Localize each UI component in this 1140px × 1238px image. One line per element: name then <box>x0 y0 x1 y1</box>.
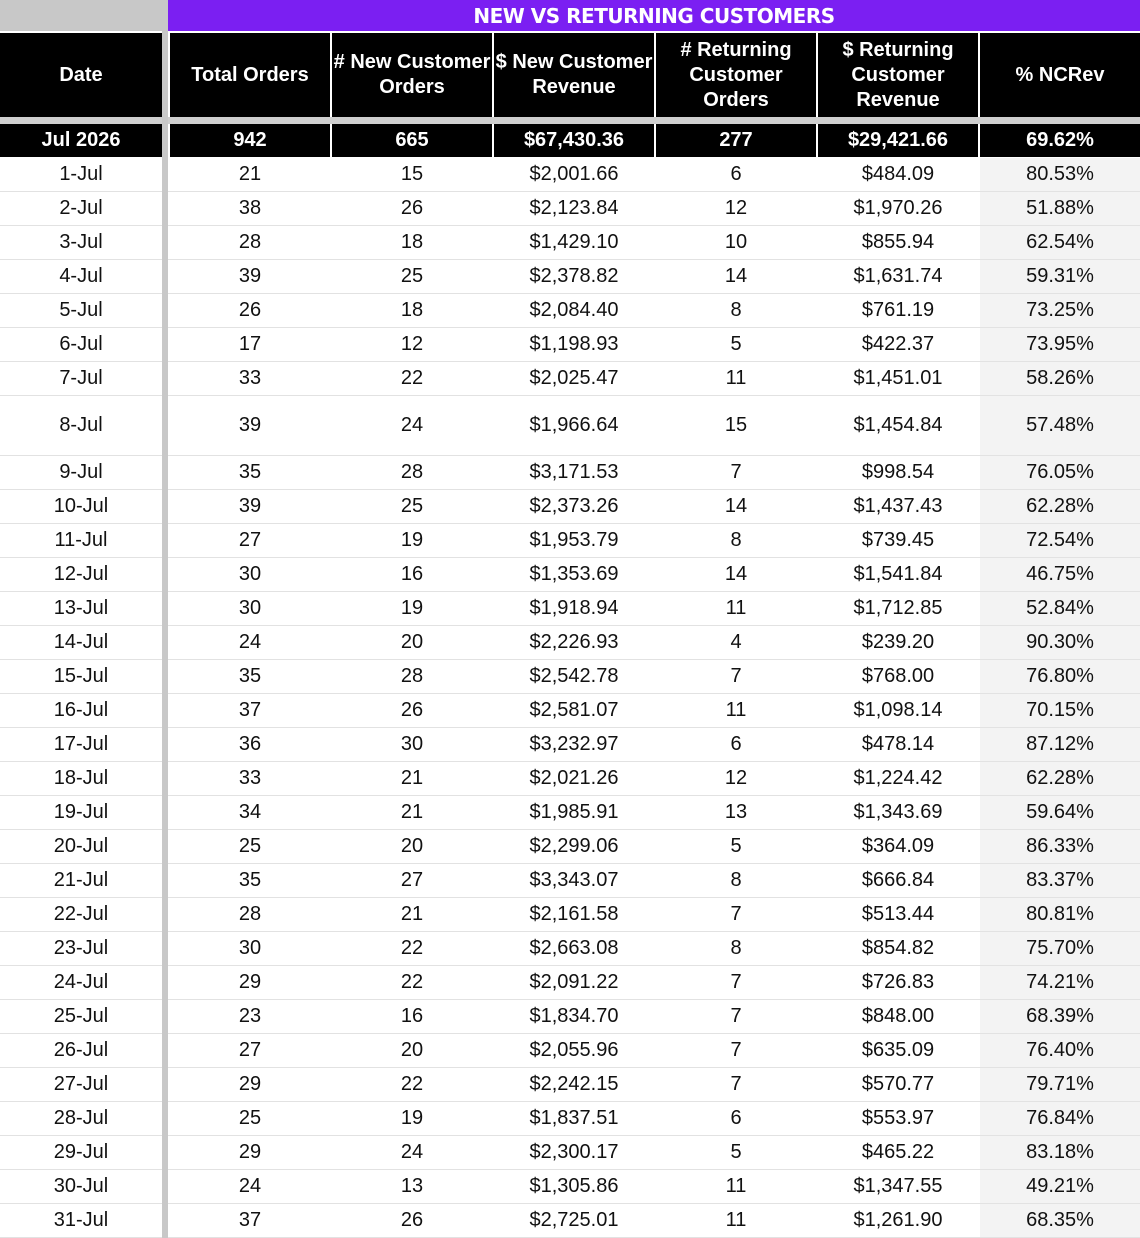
cell-new-orders: 24 <box>400 1141 424 1163</box>
cell-date: 17-Jul <box>53 733 109 755</box>
cell-date: 11-Jul <box>54 529 108 551</box>
cell-new-orders: 20 <box>400 631 424 653</box>
cell-total-orders: 28 <box>238 231 262 253</box>
column-header-date: Date <box>0 33 162 117</box>
cell-returning-orders: 5 <box>730 333 742 355</box>
cell-date: 14-Jul <box>53 631 109 653</box>
cell-new-revenue: $3,232.97 <box>529 733 619 755</box>
cell-returning-orders: 11 <box>725 699 747 721</box>
cell-ncrev-pct: 62.28% <box>980 490 1140 523</box>
cell-returning-revenue: $739.45 <box>861 529 935 551</box>
table-row <box>0 1034 1140 1068</box>
cell-date: 8-Jul <box>59 414 103 436</box>
cell-returning-revenue: $1,343.69 <box>853 801 943 823</box>
cell-new-revenue: $2,091.22 <box>529 971 619 993</box>
cell-ncrev-pct: 62.54% <box>980 226 1140 259</box>
cell-date: 25-Jul <box>53 1005 109 1027</box>
cell-date: 5-Jul <box>59 299 103 321</box>
cell-ncrev-pct: 57.48% <box>980 396 1140 455</box>
cell-date: 23-Jul <box>53 937 109 959</box>
cell-new-revenue: $2,021.26 <box>529 767 619 789</box>
table-row <box>0 524 1140 558</box>
cell-total-orders: 24 <box>238 631 262 653</box>
cell-returning-orders: 7 <box>730 903 742 925</box>
cell-new-orders: 26 <box>400 699 424 721</box>
cell-ncrev-pct: 75.70% <box>980 932 1140 965</box>
cell-new-orders: 15 <box>400 163 424 185</box>
cell-new-orders: 22 <box>400 1073 424 1095</box>
cell-returning-revenue: $478.14 <box>861 733 935 755</box>
cell-new-orders: 20 <box>400 835 424 857</box>
cell-returning-orders: 14 <box>724 563 748 585</box>
table-row <box>0 490 1140 524</box>
cell-ncrev-pct: 70.15% <box>980 694 1140 727</box>
table-row <box>0 592 1140 626</box>
table-row <box>0 1204 1140 1238</box>
cell-ncrev-pct: 76.84% <box>980 1102 1140 1135</box>
column-header-total-orders: Total Orders <box>170 33 330 117</box>
cell-returning-revenue: $848.00 <box>861 1005 935 1027</box>
cell-returning-orders: 14 <box>724 265 748 287</box>
cell-returning-orders: 8 <box>730 869 742 891</box>
cell-total-orders: 29 <box>238 1141 262 1163</box>
cell-ncrev-pct: 68.39% <box>980 1000 1140 1033</box>
cell-date: 6-Jul <box>59 333 103 355</box>
cell-returning-revenue: $1,437.43 <box>853 495 943 517</box>
cell-new-revenue: $2,581.07 <box>529 699 619 721</box>
table-row <box>0 796 1140 830</box>
cell-new-revenue: $1,198.93 <box>529 333 619 355</box>
cell-ncrev-pct: 62.28% <box>980 762 1140 795</box>
date-column-separator <box>162 0 168 1238</box>
cell-returning-revenue: $1,541.84 <box>853 563 943 585</box>
cell-date: 26-Jul <box>53 1039 109 1061</box>
cell-new-orders: 26 <box>400 1209 424 1231</box>
cell-total-orders: 35 <box>238 461 262 483</box>
cell-returning-orders: 13 <box>724 801 748 823</box>
cell-date: 9-Jul <box>59 461 103 483</box>
cell-date: 24-Jul <box>53 971 109 993</box>
cell-new-revenue: $2,725.01 <box>529 1209 619 1231</box>
cell-date: 1-Jul <box>59 163 103 185</box>
cell-returning-orders: 11 <box>725 367 747 389</box>
cell-returning-orders: 8 <box>730 299 742 321</box>
cell-date: 2-Jul <box>59 197 103 219</box>
cell-new-revenue: $3,343.07 <box>529 869 619 891</box>
column-header-new-revenue: $ New Customer Revenue <box>494 33 654 117</box>
table-row <box>0 362 1140 396</box>
cell-ncrev-pct: 83.18% <box>980 1136 1140 1169</box>
cell-new-orders: 24 <box>400 414 424 436</box>
cell-date: 31-Jul <box>53 1209 109 1231</box>
cell-new-revenue: $2,300.17 <box>529 1141 619 1163</box>
cell-date: 28-Jul <box>53 1107 109 1129</box>
cell-new-orders: 20 <box>400 1039 424 1061</box>
table-row <box>0 1068 1140 1102</box>
cell-returning-orders: 14 <box>724 495 748 517</box>
total-ncrev-pct: 69.62% <box>980 124 1140 157</box>
cell-new-revenue: $2,084.40 <box>529 299 619 321</box>
cell-new-revenue: $2,299.06 <box>529 835 619 857</box>
cell-ncrev-pct: 76.05% <box>980 456 1140 489</box>
cell-ncrev-pct: 46.75% <box>980 558 1140 591</box>
cell-new-revenue: $1,837.51 <box>529 1107 619 1129</box>
table-row <box>0 294 1140 328</box>
table-row <box>0 660 1140 694</box>
cell-total-orders: 30 <box>238 937 262 959</box>
cell-new-revenue: $2,378.82 <box>529 265 619 287</box>
cell-ncrev-pct: 86.33% <box>980 830 1140 863</box>
cell-new-orders: 19 <box>400 1107 424 1129</box>
cell-returning-revenue: $364.09 <box>861 835 935 857</box>
cell-new-revenue: $1,834.70 <box>529 1005 619 1027</box>
table-row <box>0 328 1140 362</box>
table-row <box>0 1136 1140 1170</box>
cell-new-orders: 13 <box>400 1175 424 1197</box>
cell-new-orders: 26 <box>400 197 424 219</box>
table-row <box>0 932 1140 966</box>
table-row <box>0 966 1140 1000</box>
cell-returning-revenue: $513.44 <box>861 903 935 925</box>
cell-ncrev-pct: 83.37% <box>980 864 1140 897</box>
table-row <box>0 456 1140 490</box>
cell-date: 13-Jul <box>53 597 109 619</box>
cell-ncrev-pct: 59.31% <box>980 260 1140 293</box>
cell-returning-revenue: $465.22 <box>861 1141 935 1163</box>
cell-returning-orders: 12 <box>724 197 748 219</box>
cell-ncrev-pct: 52.84% <box>980 592 1140 625</box>
cell-returning-orders: 7 <box>730 1039 742 1061</box>
cell-date: 12-Jul <box>53 563 109 585</box>
cell-returning-orders: 4 <box>730 631 742 653</box>
cell-total-orders: 39 <box>238 495 262 517</box>
cell-ncrev-pct: 76.80% <box>980 660 1140 693</box>
table-row <box>0 898 1140 932</box>
cell-date: 20-Jul <box>53 835 109 857</box>
cell-date: 30-Jul <box>53 1175 109 1197</box>
cell-returning-revenue: $1,970.26 <box>853 197 943 219</box>
table-row <box>0 260 1140 294</box>
cell-new-revenue: $2,663.08 <box>529 937 619 959</box>
cell-total-orders: 29 <box>238 1073 262 1095</box>
cell-returning-revenue: $998.54 <box>861 461 935 483</box>
cell-returning-orders: 7 <box>730 1073 742 1095</box>
cell-new-revenue: $3,171.53 <box>529 461 619 483</box>
cell-returning-orders: 11 <box>725 1209 747 1231</box>
cell-total-orders: 39 <box>238 265 262 287</box>
table-row <box>0 626 1140 660</box>
table-row <box>0 762 1140 796</box>
table-row <box>0 1000 1140 1034</box>
cell-new-orders: 21 <box>400 767 424 789</box>
cell-new-orders: 18 <box>400 299 424 321</box>
cell-total-orders: 35 <box>238 665 262 687</box>
cell-new-orders: 19 <box>400 597 424 619</box>
column-header-new-orders: # New Customer Orders <box>332 33 492 117</box>
cell-new-orders: 28 <box>400 665 424 687</box>
cell-date: 15-Jul <box>53 665 109 687</box>
column-header-returning-revenue: $ Returning Customer Revenue <box>818 33 978 117</box>
cell-date: 7-Jul <box>59 367 103 389</box>
cell-returning-revenue: $1,451.01 <box>853 367 943 389</box>
cell-new-orders: 30 <box>400 733 424 755</box>
cell-returning-orders: 11 <box>725 597 747 619</box>
cell-new-orders: 25 <box>400 495 424 517</box>
cell-new-revenue: $2,542.78 <box>529 665 619 687</box>
table-title: NEW VS RETURNING CUSTOMERS <box>168 0 1140 31</box>
cell-new-orders: 19 <box>400 529 424 551</box>
cell-total-orders: 26 <box>238 299 262 321</box>
header-gap <box>0 117 1140 124</box>
cell-returning-revenue: $422.37 <box>861 333 935 355</box>
cell-ncrev-pct: 87.12% <box>980 728 1140 761</box>
cell-returning-revenue: $1,712.85 <box>853 597 943 619</box>
cell-total-orders: 24 <box>238 1175 262 1197</box>
cell-total-orders: 27 <box>238 1039 262 1061</box>
cell-date: 22-Jul <box>53 903 109 925</box>
cell-new-revenue: $2,226.93 <box>529 631 619 653</box>
column-header-returning-orders: # Returning Customer Orders <box>656 33 816 117</box>
cell-total-orders: 36 <box>238 733 262 755</box>
cell-returning-revenue: $484.09 <box>861 163 935 185</box>
cell-new-orders: 25 <box>400 265 424 287</box>
cell-returning-revenue: $1,631.74 <box>853 265 943 287</box>
cell-new-orders: 21 <box>400 903 424 925</box>
cell-new-orders: 22 <box>400 971 424 993</box>
cell-ncrev-pct: 49.21% <box>980 1170 1140 1203</box>
cell-new-revenue: $1,305.86 <box>529 1175 619 1197</box>
cell-date: 21-Jul <box>53 869 109 891</box>
cell-returning-orders: 5 <box>730 835 742 857</box>
cell-ncrev-pct: 68.35% <box>980 1204 1140 1237</box>
cell-ncrev-pct: 90.30% <box>980 626 1140 659</box>
cell-returning-revenue: $635.09 <box>861 1039 935 1061</box>
cell-returning-orders: 8 <box>730 529 742 551</box>
cell-new-orders: 28 <box>400 461 424 483</box>
cell-returning-revenue: $1,347.55 <box>853 1175 943 1197</box>
cell-total-orders: 23 <box>238 1005 262 1027</box>
cell-returning-orders: 6 <box>730 163 742 185</box>
cell-date: 3-Jul <box>59 231 103 253</box>
cell-ncrev-pct: 76.40% <box>980 1034 1140 1067</box>
cell-returning-revenue: $1,454.84 <box>853 414 943 436</box>
table-row <box>0 830 1140 864</box>
table-row <box>0 558 1140 592</box>
cell-ncrev-pct: 58.26% <box>980 362 1140 395</box>
cell-returning-revenue: $726.83 <box>861 971 935 993</box>
cell-ncrev-pct: 80.81% <box>980 898 1140 931</box>
cell-returning-orders: 7 <box>730 1005 742 1027</box>
cell-returning-revenue: $768.00 <box>861 665 935 687</box>
cell-new-revenue: $1,966.64 <box>529 414 619 436</box>
cell-total-orders: 38 <box>238 197 262 219</box>
cell-total-orders: 30 <box>238 563 262 585</box>
cell-new-revenue: $2,055.96 <box>529 1039 619 1061</box>
cell-total-orders: 37 <box>238 1209 262 1231</box>
cell-new-revenue: $2,025.47 <box>529 367 619 389</box>
cell-total-orders: 35 <box>238 869 262 891</box>
cell-date: 19-Jul <box>53 801 109 823</box>
table-row <box>0 192 1140 226</box>
cell-total-orders: 28 <box>238 903 262 925</box>
cell-ncrev-pct: 51.88% <box>980 192 1140 225</box>
cell-date: 4-Jul <box>59 265 103 287</box>
cell-total-orders: 17 <box>238 333 262 355</box>
total-date: Jul 2026 <box>0 124 162 157</box>
cell-total-orders: 25 <box>238 1107 262 1129</box>
cell-returning-revenue: $761.19 <box>861 299 935 321</box>
cell-date: 10-Jul <box>53 495 109 517</box>
cell-returning-orders: 10 <box>724 231 748 253</box>
cell-new-revenue: $2,161.58 <box>529 903 619 925</box>
cell-returning-revenue: $855.94 <box>861 231 935 253</box>
cell-date: 27-Jul <box>53 1073 109 1095</box>
cell-new-orders: 18 <box>400 231 424 253</box>
cell-returning-revenue: $1,261.90 <box>853 1209 943 1231</box>
cell-total-orders: 33 <box>238 767 262 789</box>
total-new-orders: 665 <box>332 124 492 157</box>
cell-ncrev-pct: 73.25% <box>980 294 1140 327</box>
cell-returning-orders: 8 <box>730 937 742 959</box>
cell-new-orders: 16 <box>400 563 424 585</box>
cell-returning-orders: 5 <box>730 1141 742 1163</box>
cell-total-orders: 39 <box>238 414 262 436</box>
table-row <box>0 396 1140 456</box>
cell-ncrev-pct: 79.71% <box>980 1068 1140 1101</box>
cell-new-revenue: $2,001.66 <box>529 163 619 185</box>
total-returning-orders: 277 <box>656 124 816 157</box>
table-row <box>0 1102 1140 1136</box>
cell-new-revenue: $1,429.10 <box>529 231 619 253</box>
cell-returning-revenue: $854.82 <box>861 937 935 959</box>
total-returning-revenue: $29,421.66 <box>818 124 978 157</box>
cell-returning-orders: 7 <box>730 665 742 687</box>
total-new-revenue: $67,430.36 <box>494 124 654 157</box>
column-header-ncrev-pct: % NCRev <box>980 33 1140 117</box>
cell-ncrev-pct: 74.21% <box>980 966 1140 999</box>
cell-returning-orders: 15 <box>724 414 748 436</box>
cell-total-orders: 37 <box>238 699 262 721</box>
cell-date: 29-Jul <box>53 1141 109 1163</box>
cell-new-revenue: $1,353.69 <box>529 563 619 585</box>
cell-returning-orders: 7 <box>730 461 742 483</box>
cell-returning-orders: 7 <box>730 971 742 993</box>
cell-returning-orders: 12 <box>724 767 748 789</box>
table-row <box>0 864 1140 898</box>
cell-new-revenue: $1,953.79 <box>529 529 619 551</box>
table-row <box>0 1170 1140 1204</box>
cell-new-orders: 22 <box>400 367 424 389</box>
cell-ncrev-pct: 80.53% <box>980 158 1140 191</box>
table-row <box>0 158 1140 192</box>
total-total-orders: 942 <box>170 124 330 157</box>
cell-new-revenue: $2,373.26 <box>529 495 619 517</box>
banner-spacer <box>0 0 162 31</box>
cell-new-revenue: $1,918.94 <box>529 597 619 619</box>
table-row <box>0 728 1140 762</box>
cell-date: 16-Jul <box>53 699 109 721</box>
table-row <box>0 226 1140 260</box>
table-row <box>0 694 1140 728</box>
cell-returning-revenue: $570.77 <box>861 1073 935 1095</box>
cell-returning-orders: 6 <box>730 1107 742 1129</box>
cell-ncrev-pct: 59.64% <box>980 796 1140 829</box>
cell-returning-orders: 11 <box>725 1175 747 1197</box>
cell-new-revenue: $2,123.84 <box>529 197 619 219</box>
cell-ncrev-pct: 73.95% <box>980 328 1140 361</box>
cell-returning-revenue: $666.84 <box>861 869 935 891</box>
cell-returning-revenue: $553.97 <box>861 1107 935 1129</box>
cell-total-orders: 29 <box>238 971 262 993</box>
cell-total-orders: 27 <box>238 529 262 551</box>
cell-new-orders: 27 <box>400 869 424 891</box>
cell-ncrev-pct: 72.54% <box>980 524 1140 557</box>
cell-returning-orders: 6 <box>730 733 742 755</box>
cell-total-orders: 30 <box>238 597 262 619</box>
cell-new-orders: 21 <box>400 801 424 823</box>
cell-total-orders: 34 <box>238 801 262 823</box>
cell-returning-revenue: $1,224.42 <box>853 767 943 789</box>
cell-date: 18-Jul <box>53 767 109 789</box>
cell-new-revenue: $1,985.91 <box>529 801 619 823</box>
cell-total-orders: 25 <box>238 835 262 857</box>
cell-new-orders: 12 <box>400 333 424 355</box>
cell-new-orders: 16 <box>400 1005 424 1027</box>
cell-returning-revenue: $1,098.14 <box>853 699 943 721</box>
cell-new-revenue: $2,242.15 <box>529 1073 619 1095</box>
cell-new-orders: 22 <box>400 937 424 959</box>
cell-returning-revenue: $239.20 <box>861 631 935 653</box>
cell-total-orders: 21 <box>238 163 262 185</box>
cell-total-orders: 33 <box>238 367 262 389</box>
